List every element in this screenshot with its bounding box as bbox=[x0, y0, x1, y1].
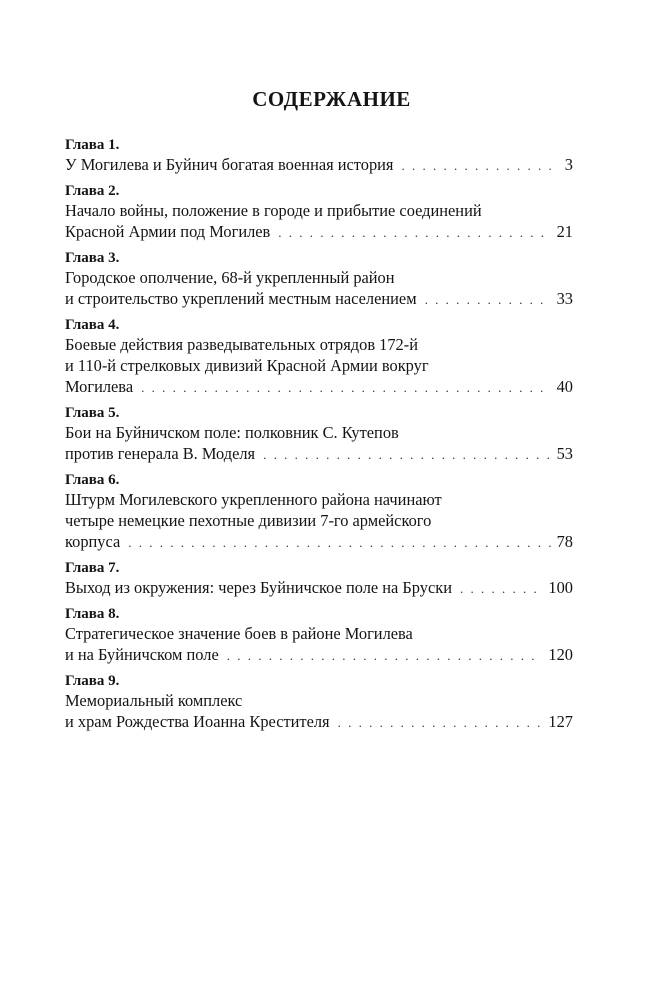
chapter-heading: Глава 2. bbox=[65, 183, 120, 199]
page-number: 53 bbox=[556, 444, 573, 463]
chapter-title-text: Городское ополчение, 68-й укрепленный район bbox=[65, 268, 395, 287]
chapter-title-line bbox=[65, 489, 573, 510]
chapter-title-line bbox=[65, 644, 573, 666]
chapter-heading: Глава 3. bbox=[65, 250, 120, 266]
toc-entry bbox=[65, 404, 573, 465]
chapter-title-line bbox=[65, 334, 573, 355]
chapter-title-line bbox=[65, 355, 573, 376]
chapter-heading: Глава 1. bbox=[65, 137, 120, 153]
dot-leader bbox=[227, 645, 543, 666]
chapter-title-line bbox=[65, 510, 573, 531]
toc-entry bbox=[65, 471, 573, 553]
chapter-heading: Глава 4. bbox=[65, 317, 120, 333]
toc-entry bbox=[65, 559, 573, 599]
dot-leader bbox=[141, 377, 551, 398]
toc-entry bbox=[65, 672, 573, 733]
chapter-title-text: Начало войны, положение в городе и прибытие соединений bbox=[65, 201, 482, 220]
page-number: 3 bbox=[564, 155, 573, 174]
chapter-title-text: четыре немецкие пехотные дивизии 7-го армейского bbox=[65, 511, 432, 530]
toc-entry bbox=[65, 605, 573, 666]
chapter-title-line bbox=[65, 376, 573, 398]
dot-leader bbox=[460, 578, 542, 599]
chapter-title-line bbox=[65, 154, 573, 176]
chapter-title-text: Стратегическое значение боев в районе Могилева bbox=[65, 624, 413, 643]
chapter-title-text: Мемориальный комплекс bbox=[65, 691, 243, 710]
table-of-contents bbox=[65, 136, 573, 739]
chapter-heading: Глава 5. bbox=[65, 405, 120, 421]
chapter-title-text: и на Буйничском поле bbox=[65, 645, 219, 664]
chapter-title-text: Могилева bbox=[65, 377, 134, 396]
page-number: 120 bbox=[548, 645, 573, 664]
page-number: 33 bbox=[556, 289, 573, 308]
dot-leader bbox=[278, 222, 550, 243]
toc-entry bbox=[65, 316, 573, 398]
chapter-title-line bbox=[65, 711, 573, 733]
chapter-title-line bbox=[65, 531, 573, 553]
page-number: 100 bbox=[548, 578, 573, 597]
chapter-title-line bbox=[65, 267, 573, 288]
chapter-title-text: У Могилева и Буйнич богатая военная история bbox=[65, 155, 394, 174]
chapter-heading: Глава 9. bbox=[65, 673, 120, 689]
page-number: 40 bbox=[556, 377, 573, 396]
chapter-title-line bbox=[65, 690, 573, 711]
chapter-title-text: корпуса bbox=[65, 532, 121, 551]
dot-leader bbox=[401, 155, 558, 176]
page-number: 78 bbox=[556, 532, 573, 551]
chapter-title-text: Боевые действия разведывательных отрядов 172-й bbox=[65, 335, 418, 354]
dot-leader bbox=[425, 289, 551, 310]
dot-leader bbox=[128, 532, 550, 553]
chapter-title-line bbox=[65, 623, 573, 644]
page-number: 127 bbox=[548, 712, 573, 731]
chapter-title-line bbox=[65, 422, 573, 443]
chapter-title-text: против генерала В. Моделя bbox=[65, 444, 256, 463]
chapter-title-text: и строительство укреплений местным населением bbox=[65, 289, 417, 308]
chapter-heading: Глава 7. bbox=[65, 560, 120, 576]
toc-entry bbox=[65, 136, 573, 176]
chapter-title-line bbox=[65, 200, 573, 221]
chapter-title-line bbox=[65, 288, 573, 310]
chapter-title-text: Выход из окружения: через Буйничское поле на Бруски bbox=[65, 578, 452, 597]
chapter-title-text: Штурм Могилевского укрепленного района начинают bbox=[65, 490, 442, 509]
chapter-title-line bbox=[65, 221, 573, 243]
chapter-title-line bbox=[65, 577, 573, 599]
dot-leader bbox=[263, 444, 551, 465]
chapter-title-text: и 110-й стрелковых дивизий Красной Армии вокруг bbox=[65, 356, 429, 375]
dot-leader bbox=[338, 712, 543, 733]
page-number: 21 bbox=[556, 222, 573, 241]
chapter-title-text: Красной Армии под Могилев bbox=[65, 222, 271, 241]
chapter-title-text: Бои на Буйничском поле: полковник С. Кутепов bbox=[65, 423, 399, 442]
chapter-title-text: и храм Рождества Иоанна Крестителя bbox=[65, 712, 330, 731]
toc-entry bbox=[65, 249, 573, 310]
chapter-title-line bbox=[65, 443, 573, 465]
page-title: СОДЕРЖАНИЕ bbox=[252, 87, 411, 111]
toc-entry bbox=[65, 182, 573, 243]
chapter-heading: Глава 8. bbox=[65, 606, 120, 622]
chapter-heading: Глава 6. bbox=[65, 472, 120, 488]
